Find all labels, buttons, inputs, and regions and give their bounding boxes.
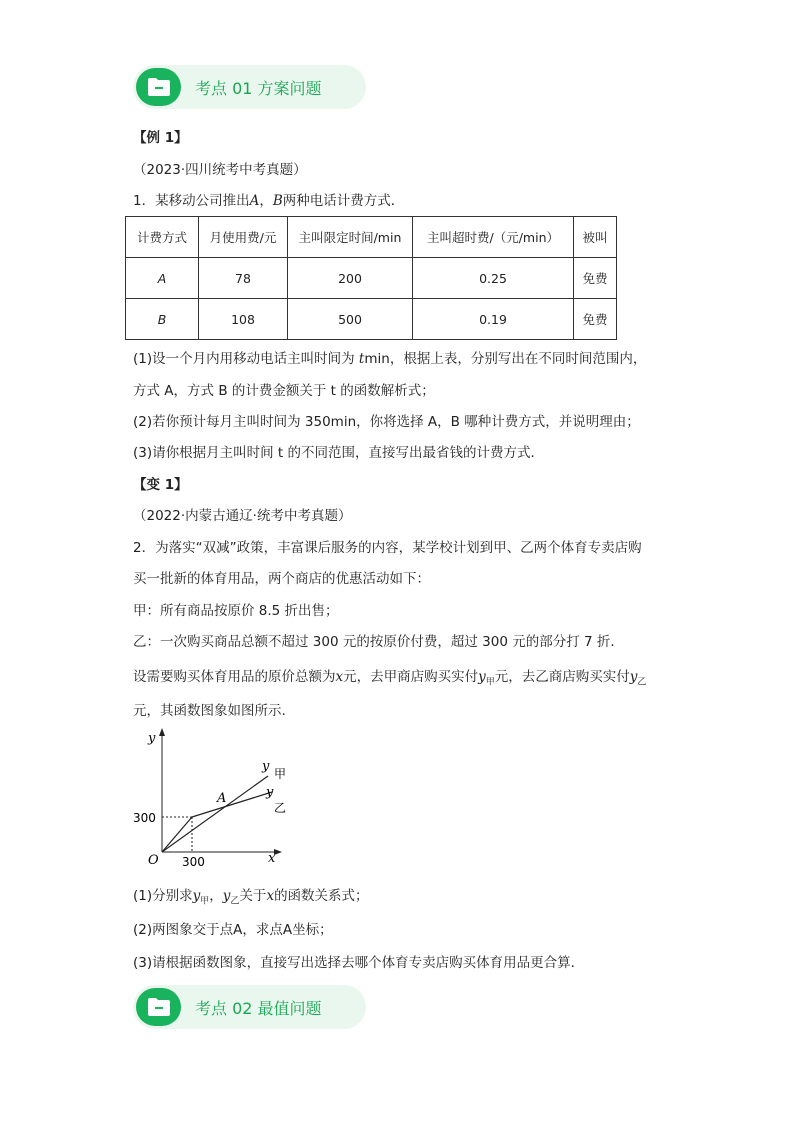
variant-question: 2．为落实“双减”政策，丰富课后服务的内容，某学校计划到甲、乙两个体育专卖店购 (133, 540, 642, 556)
var-x: x (266, 888, 275, 904)
table-cell: 免费 (574, 299, 617, 340)
part-1-text: min，根据上表，分别写出在不同时间范围内， (364, 351, 647, 367)
line-yi-segment-2 (192, 792, 272, 817)
offer-yi: 乙：一次购买商品总额不超过 300 元的按原价付费，超过 300 元的部分打 7 折． (133, 634, 624, 650)
line-yi-label: y (266, 785, 274, 800)
var-y: y (222, 888, 231, 904)
table-header: 被叫 (574, 217, 617, 258)
part-3: (3)请你根据月主叫时间 t 的不同范围，直接写出最省钱的计费方式． (133, 445, 544, 461)
offer-jia: 甲：所有商品按原价 8.5 折出售； (133, 603, 339, 619)
setup-line-2: 元，其函数图象如图所示. (133, 703, 286, 719)
tick-label-y: 300 (133, 811, 156, 825)
part-1 (133, 349, 646, 369)
sub-question-text: 的函数关系式； (274, 888, 369, 904)
subscript: 乙 (230, 896, 240, 907)
folder-icon (136, 68, 181, 106)
sub-question-text: (1)分别求 (133, 888, 193, 904)
section-banner-2 (133, 985, 366, 1029)
part-1-text: (1)设一个月内用移动电话主叫时间为 (133, 351, 359, 367)
sub-question-2: (2)两图象交于点A，求点A坐标； (133, 922, 333, 938)
var-y: y (478, 669, 486, 685)
variant-question-line-2: 买一批新的体育用品，两个商店的优惠活动如下： (133, 571, 430, 587)
x-axis-label: x (268, 851, 276, 866)
subscript: 甲 (485, 677, 495, 688)
table-cell: 500 (288, 299, 413, 340)
table-header: 计费方式 (126, 217, 199, 258)
y-axis-label: y (148, 731, 156, 746)
line-yi-segment-1 (162, 817, 192, 852)
line-yi-name: 乙 (274, 801, 287, 815)
variant-tag: 【变 1】 (133, 477, 188, 493)
tick-label-x: 300 (182, 855, 205, 868)
table-cell: 0.19 (413, 299, 574, 340)
part-2: (2)若你预计每月主叫时间为 350min，你将选择 A，B 哪种计费方式，并说明理由； (133, 414, 640, 430)
fee-table (125, 216, 617, 340)
part-1-line-2: 方式 A，方式 B 的计费金额关于 t 的函数解析式； (133, 383, 435, 399)
var-b: B (272, 193, 283, 209)
var-x: x (335, 669, 344, 685)
table-cell: 78 (199, 258, 288, 299)
example-source: （2023·四川统考中考真题） (133, 162, 307, 178)
var-t: t (358, 351, 365, 367)
table-row (126, 258, 617, 299)
var-y: y (192, 888, 201, 904)
setup-text: 元，去甲商店购买实付 (343, 669, 479, 685)
table-header: 月使用费/元 (199, 217, 288, 258)
table-header: 主叫限定时间/min (288, 217, 413, 258)
sub-question-1 (133, 886, 369, 912)
setup-text: 元，去乙商店购买实付 (494, 669, 630, 685)
point-a-label: A (217, 791, 227, 806)
section-banner-1 (133, 65, 366, 109)
line-jia-name: 甲 (274, 767, 287, 781)
y-axis-arrow (159, 728, 165, 736)
question-text: 1．某移动公司推出 (133, 193, 250, 209)
setup-line-1 (133, 667, 646, 693)
table-cell: B (126, 299, 199, 340)
question-text: 两种电话计费方式． (282, 193, 405, 209)
subscript: 乙 (637, 677, 647, 688)
sub-question-text: ， (209, 888, 223, 904)
table-cell: A (126, 258, 199, 299)
line-jia-label: y (262, 759, 270, 774)
var-a: A (249, 193, 260, 209)
variant-source: （2022·内蒙古通辽·统考中考真题） (133, 508, 352, 524)
subscript: 甲 (200, 896, 210, 907)
example-question (133, 191, 404, 211)
origin-label: O (148, 853, 159, 868)
function-graph (128, 726, 298, 868)
setup-text: 设需要购买体育用品的原价总额为 (133, 669, 336, 685)
table-cell: 200 (288, 258, 413, 299)
section-title-1: 考点 01 方案问题 (195, 79, 322, 98)
table-header-row (126, 217, 617, 258)
section-title-2: 考点 02 最值问题 (195, 999, 322, 1018)
folder-icon (136, 988, 181, 1026)
table-row (126, 299, 617, 340)
table-header: 主叫超时费/（元/min） (413, 217, 574, 258)
sub-question-3: (3)请根据函数图象，直接写出选择去哪个体育专卖店购买体育用品更合算． (133, 955, 585, 971)
var-y: y (629, 669, 638, 685)
table-cell: 108 (199, 299, 288, 340)
line-jia (162, 776, 268, 852)
table-cell: 免费 (574, 258, 617, 299)
comma: ， (259, 193, 273, 209)
example-tag: 【例 1】 (133, 130, 188, 146)
table-cell: 0.25 (413, 258, 574, 299)
sub-question-text: 关于 (239, 888, 267, 904)
